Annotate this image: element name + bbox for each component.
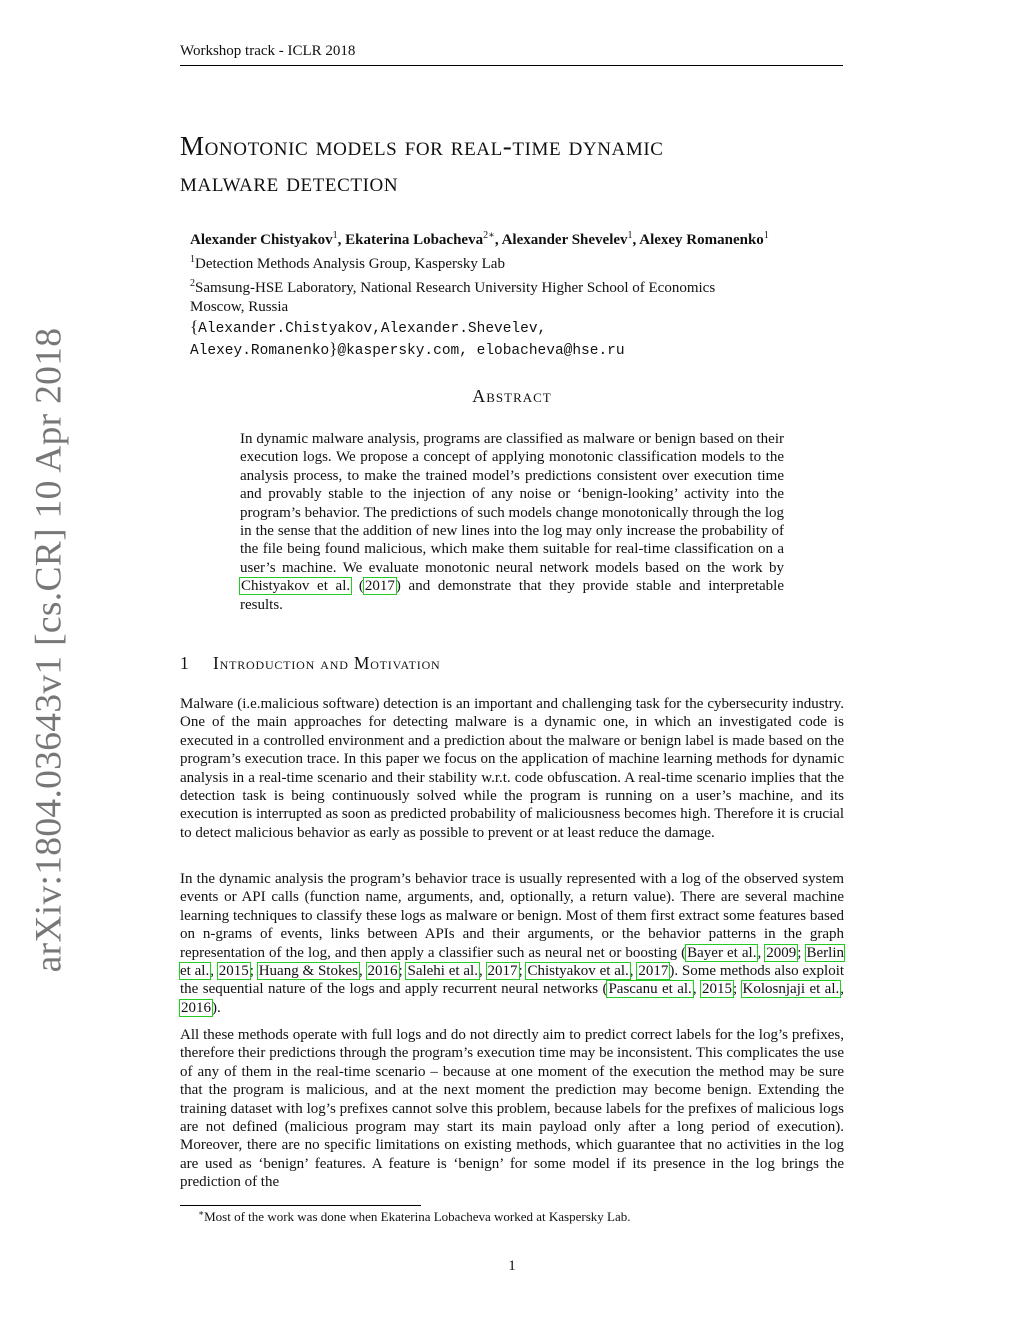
citation-separator: ; [398, 963, 407, 980]
author-block [190, 226, 850, 361]
paragraph-text: ). Some methods also exploit the sequential nature of the logs and apply recurrent neural networks ( [180, 963, 845, 998]
section-title: Introduction and Motivation [213, 653, 441, 673]
citation-link[interactable]: Pascanu et al. [608, 981, 692, 998]
footnote-text: Most of the work was done when Ekaterina Lobacheva worked at Kaspersky Lab. [204, 1209, 631, 1224]
abstract-text [240, 430, 784, 614]
section-number: 1 [180, 653, 189, 673]
email-line-1 [190, 317, 850, 339]
paper-title [180, 128, 844, 200]
paragraph-text: ). [212, 999, 221, 1016]
title-line-2: malware detection [180, 167, 399, 197]
author-name: Ekaterina Lobacheva [345, 232, 484, 248]
author-name: Alexander Chistyakov [190, 232, 333, 248]
affiliation-line [190, 274, 850, 298]
author-separator: , [494, 232, 502, 248]
citation-year-link[interactable]: 2015 [218, 963, 249, 980]
citation-year-link[interactable]: 2015 [701, 981, 732, 998]
citation-link[interactable]: Huang & Stokes [258, 963, 358, 980]
citation-link[interactable]: Berlin et al. [180, 944, 845, 980]
citation-year-link[interactable]: 2009 [766, 944, 797, 961]
citation-link[interactable]: Chistyakov et al. [527, 963, 629, 980]
citation-year-link[interactable]: 2017 [638, 963, 669, 980]
affiliation-mark: 1 [190, 254, 195, 265]
email-brace-close: } [329, 339, 338, 358]
abstract-body-tail: ) and demonstrate that they provide stable and interpretable results. [240, 578, 784, 613]
affiliation-location: Moscow, Russia [190, 299, 289, 315]
body-paragraph: Malware (i.e.malicious software) detection is an important and challenging task for the cybersecurity industry. One of the main approaches for detecting malware is a dynamic one, in which an investigated code is executed in a controlled environment and a prediction about the malware or benign label is made based on the program’s execution trace. In this paper we focus on the application of machine learning methods for dynamic analysis in a real-time scenario and their stability w.r.t. code obfuscation. A real-time scenario implies that the detection task is being continuously solved while the program is running on a user’s machine, and its execution is interrupted as soon as predicted probability of maliciousness becomes high. Therefore it is crucial to detect malicious behavior as early as possible to prevent or at least reduce the damage. [180, 696, 844, 841]
header-rule [180, 65, 843, 66]
affiliation-mark: 2 [190, 278, 195, 289]
citation-year-link[interactable]: 2017 [487, 963, 518, 980]
affiliation-text: Detection Methods Analysis Group, Kaspersky Lab [195, 256, 505, 272]
citation-separator: ; [518, 963, 527, 980]
citation-link[interactable]: Chistyakov et al. [241, 578, 351, 595]
citation-link[interactable]: Bayer et al. [687, 944, 757, 961]
citation-year-link[interactable]: 2017 [364, 578, 395, 595]
body-paragraph: In the dynamic analysis the program’s behavior trace is usually represented with a log of the observed system events or API calls (function name, arguments, and, optionally, a return value). There are several machine learning techniques to classify these logs as malware or benign. Most of them first extract some features based on n-grams of events, links between APIs and their arguments, or the behavior patterns in the graph representation of the log, and then apply a classifier such as neural net or boosting (Bayer et al., 2009; Berlin et al., 2015; Huang & Stokes, 2016; Salehi et al., 2017; Chistyakov et al., 2017). Some methods also exploit the sequential nature of the logs and apply recurrent neural networks (Pascanu et al., 2015; Kolosnjaji et al., 2016). [180, 871, 845, 1016]
affiliation-line [190, 250, 850, 274]
page-number: 1 [508, 1258, 516, 1274]
author-affiliation-mark: 1 [627, 230, 633, 241]
author-affiliation-mark: 2∗ [483, 230, 495, 241]
running-header: Workshop track - ICLR 2018 [180, 43, 356, 59]
footnote [198, 1208, 630, 1225]
citation-year-link[interactable]: 2016 [367, 963, 398, 980]
citation-separator: ; [797, 944, 806, 961]
email-brace-open: { [190, 317, 199, 336]
citation-paren: ( [351, 578, 364, 595]
abstract-heading: Abstract [472, 386, 552, 406]
footnote-mark: ∗ [198, 1208, 205, 1218]
email-addresses: Alexey.Romanenko [190, 343, 330, 359]
citation-separator: ; [249, 963, 258, 980]
citation-link[interactable]: Kolosnjaji et al. [742, 981, 840, 998]
body-paragraph: All these methods operate with full logs and do not directly aim to predict correct labels for the log’s prefixes, therefore their predictions through the program’s execution time may be inconsistent. This complicates the use of any of them in the real-time scenario – because at one moment of the execution the method may be sure that the program is malicious, and at the next moment the prediction may become benign. Extending the training dataset with log’s prefixes cannot solve this problem, because labels for the prefixes of malicious logs are not defined (malicious program may start its main payload only after a long period of execution). Moreover, there are no specific limitations on existing methods, which guarantee that no activities in the log are used as ‘benign’ features. A feature is ‘benign’ for some model if its presence in the log brings the prediction of the [180, 1027, 844, 1191]
author-list [190, 226, 850, 250]
citation-year-link[interactable]: 2016 [181, 999, 211, 1016]
author-separator: , [337, 232, 346, 248]
author-name: Alexey Romanenko [639, 232, 764, 248]
citation-link[interactable]: Salehi et al. [407, 963, 478, 980]
arxiv-identifier-stamp: arXiv:1804.03643v1 [cs.CR] 10 Apr 2018 [28, 327, 70, 973]
footnote-rule [180, 1205, 421, 1206]
abstract-body-text: In dynamic malware analysis, programs are classified as malware or benign based on their execution logs. We propose a concept of applying monotonic classification models to the analysis process, to make the trained model’s predictions consistent over execution time and provably stable to the injection of any noise or ‘benign-looking’ activity into the program’s behavior. The predictions of such models change monotonically through the log in the sense that the addition of new lines into the log may only increase the probability of the file being found malicious, which make them suitable for real-time classification on a user’s machine. We evaluate monotonic neural network models based on the work by [240, 431, 784, 576]
affiliation-text: Samsung-HSE Laboratory, National Research University Higher School of Economics [195, 280, 716, 296]
citation-separator: ; [732, 981, 742, 998]
author-name: Alexander Shevelev [501, 232, 628, 248]
title-line-1: Monotonic models for real-time dynamic [180, 131, 664, 161]
paragraph-text: In the dynamic analysis the program’s behavior trace is usually represented with a log of the observed system events or API calls (function name, arguments, and, optionally, a return value). There are several machine learning techniques to classify these logs as malware or benign. Most of them first extract some features based on n-grams of events, links between APIs and their arguments, or the behavior patterns in the graph representation of the log, and then apply a classifier such as neural net or boosting ( [180, 871, 844, 961]
author-affiliation-mark: 1 [763, 230, 769, 241]
email-addresses: Alexander.Chistyakov,Alexander.Shevelev, [198, 321, 547, 337]
author-affiliation-mark: 1 [332, 230, 338, 241]
section-heading [180, 653, 441, 674]
author-separator: , [632, 232, 640, 248]
email-line-2 [190, 339, 850, 361]
email-domains: @kaspersky.com, elobacheva@hse.ru [337, 343, 625, 359]
